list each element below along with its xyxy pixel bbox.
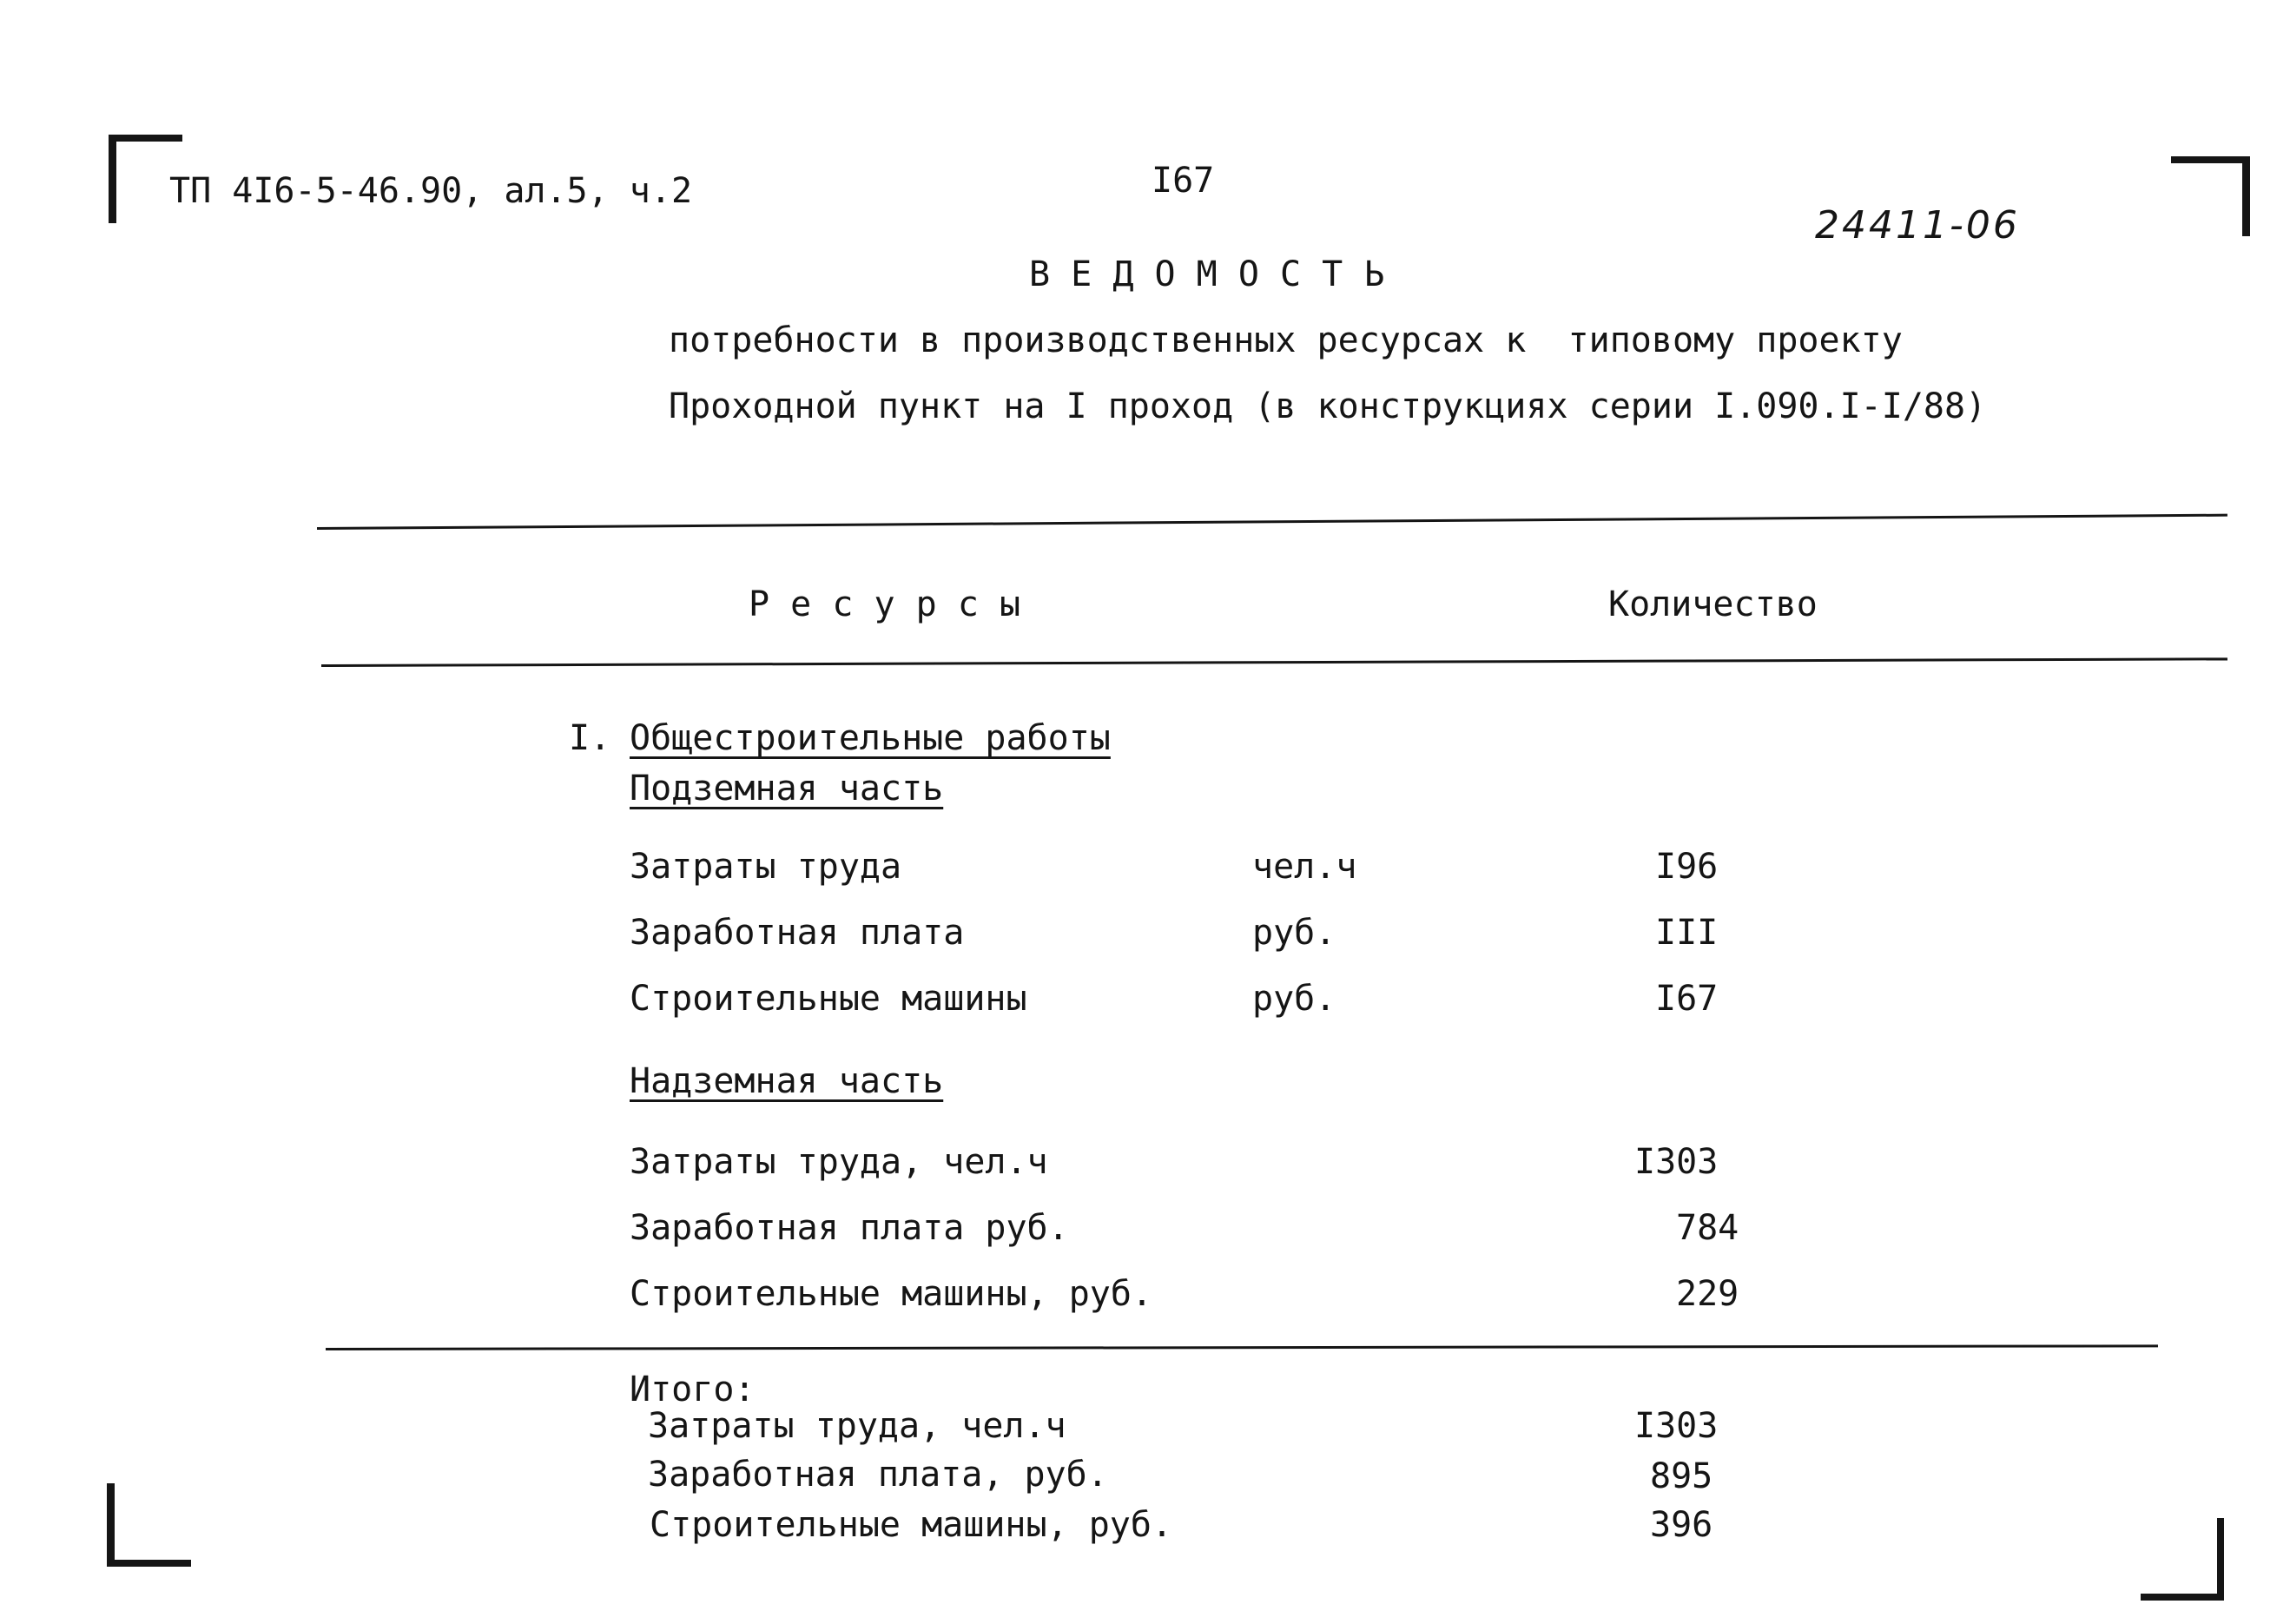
row-unit: руб. — [1252, 979, 1336, 1019]
row-name: Затраты труда — [630, 847, 902, 887]
row-value: I303 — [1634, 1142, 1719, 1182]
corner-mark-bottom-right-vertical — [2217, 1518, 2224, 1601]
row-name: Строительные машины, руб. — [630, 1274, 1153, 1314]
total-row-value: I303 — [1634, 1406, 1719, 1446]
row-value: 784 — [1676, 1208, 1739, 1248]
title-line-2: Проходной пункт на I проход (в конструкциях серии I.090.I-I/88) — [669, 386, 1987, 426]
column-header-quantity: Количество — [1608, 584, 1818, 624]
corner-mark-top-right-vertical — [2242, 156, 2250, 236]
row-unit: руб. — [1252, 913, 1336, 953]
total-label: Итого: — [630, 1370, 756, 1409]
subsection-title-underground: Подземная часть — [630, 769, 944, 809]
row-value: 229 — [1676, 1274, 1739, 1314]
row-name: Заработная плата руб. — [630, 1208, 1069, 1248]
total-row-value: 396 — [1650, 1505, 1713, 1545]
corner-mark-top-left-horizontal — [109, 135, 182, 142]
document-code: ТП 4I6-5-46.90, ал.5, ч.2 — [169, 171, 693, 211]
total-row-name: Затраты труда, чел.ч — [648, 1406, 1066, 1446]
row-name: Строительные машины — [630, 979, 1027, 1019]
table-header-rule — [321, 657, 2227, 667]
section-number: I. — [569, 718, 611, 758]
handwritten-number: 24411-06 — [1815, 203, 2020, 248]
column-header-resources: Р е с у р с ы — [749, 584, 1021, 624]
corner-mark-bottom-right-horizontal — [2141, 1594, 2224, 1601]
corner-mark-bottom-left-vertical — [107, 1483, 115, 1567]
total-row-value: 895 — [1650, 1456, 1713, 1496]
title-line-1: потребности в производственных ресурсах к типовому проекту — [669, 320, 1903, 360]
table-top-rule — [317, 514, 2227, 530]
row-value: I96 — [1655, 847, 1719, 887]
corner-mark-bottom-left-horizontal — [107, 1560, 191, 1567]
row-name: Заработная плата — [630, 913, 965, 953]
total-row-name: Строительные машины, руб. — [650, 1505, 1173, 1545]
row-name: Затраты труда, чел.ч — [630, 1142, 1048, 1182]
row-value: I67 — [1655, 979, 1719, 1019]
corner-mark-top-right-horizontal — [2171, 156, 2249, 163]
section-title: Общестроительные работы — [630, 718, 1111, 758]
total-row-name: Заработная плата, руб. — [648, 1455, 1108, 1495]
subsection-title-aboveground: Надземная часть — [630, 1061, 944, 1101]
row-value: III — [1655, 913, 1719, 953]
document-title: В Е Д О М О С Т Ь — [1029, 254, 1385, 294]
corner-mark-top-left-vertical — [109, 135, 116, 223]
totals-rule — [326, 1344, 2158, 1350]
page-number: I67 — [1152, 161, 1215, 201]
row-unit: чел.ч — [1252, 847, 1357, 887]
